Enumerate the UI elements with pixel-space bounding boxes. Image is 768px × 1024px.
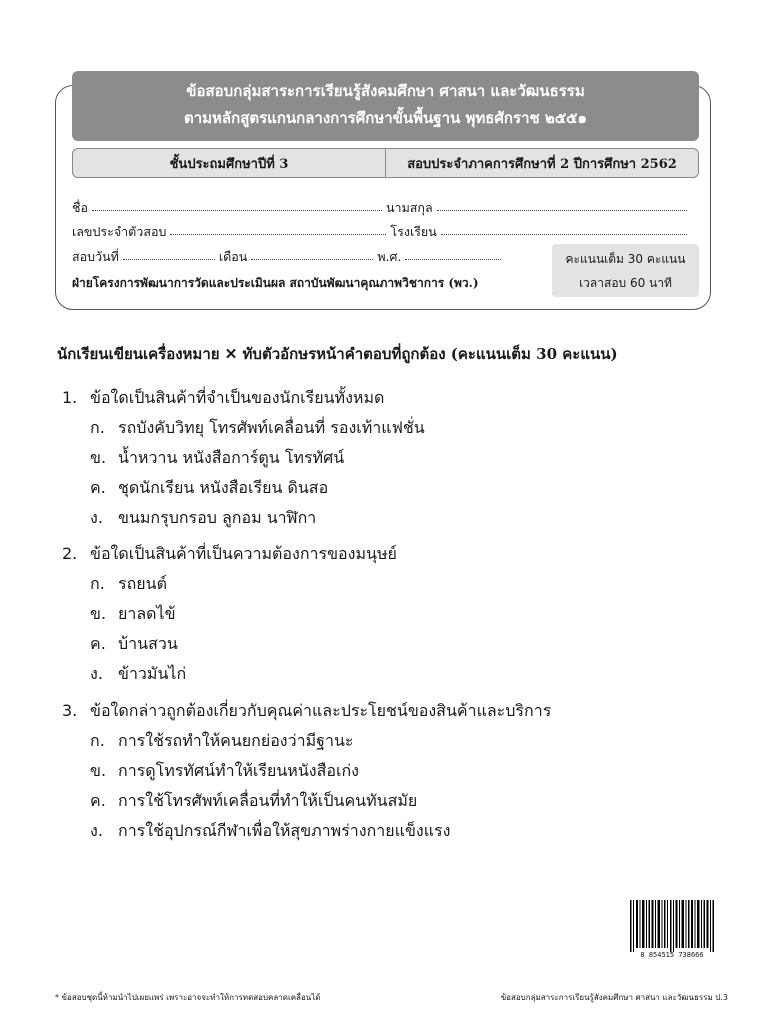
question-2 xyxy=(62,542,397,567)
choice-2b[interactable] xyxy=(90,602,176,627)
choice-letter: ก. xyxy=(90,418,105,437)
full-score-label: คะแนนเต็ม 30 คะแนน xyxy=(565,252,686,266)
question-number: 3. xyxy=(62,701,78,720)
choice-letter: ข. xyxy=(90,604,107,623)
organization-label: ฝ่ายโครงการพัฒนาการวัดและประเมินผล สถาบันพัฒนาคุณภาพวิชาการ (พว.) xyxy=(72,276,479,290)
choice-letter: ข. xyxy=(90,448,107,467)
seat-row xyxy=(72,222,691,242)
choice-text: ยาลดไข้ xyxy=(118,604,176,623)
grade-label: ชั้นประถมศึกษาปีที่ 3 xyxy=(169,156,289,172)
duration-label: เวลาสอบ 60 นาที xyxy=(579,276,672,290)
question-text: ข้อใดเป็นสินค้าที่เป็นความต้องการของมนุษย์ xyxy=(90,544,397,563)
choice-text: การดูโทรทัศน์ทำให้เรียนหนังสือเก่ง xyxy=(118,761,359,780)
date-row xyxy=(72,247,505,267)
choice-text: การใช้โทรศัพท์เคลื่อนที่ทำให้เป็นคนทันสมัย xyxy=(118,791,418,810)
school-field[interactable] xyxy=(441,222,687,235)
name-label: ชื่อ xyxy=(72,200,88,215)
choice-3c[interactable] xyxy=(90,789,417,814)
choice-3a[interactable] xyxy=(90,729,353,754)
choice-text: ขนมกรุบกรอบ ลูกอม นาฬิกา xyxy=(118,508,317,527)
instruction-text: นักเรียนเขียนเครื่องหมาย ✕ ทับตัวอักษรหน้าคำตอบที่ถูกต้อง (คะแนนเต็ม 30 คะแนน) xyxy=(57,345,618,363)
choice-1a[interactable] xyxy=(90,416,425,441)
choice-text: รถบังคับวิทยุ โทรศัพท์เคลื่อนที่ รองเท้าแฟชั่น xyxy=(118,418,425,437)
seat-number-field[interactable] xyxy=(170,222,386,235)
exam-info-bar xyxy=(72,148,699,178)
choice-letter: ง. xyxy=(90,508,103,527)
choice-letter: ข. xyxy=(90,761,107,780)
barcode xyxy=(628,900,716,952)
choice-2a[interactable] xyxy=(90,572,167,597)
choice-text: ข้าวมันไก่ xyxy=(118,664,187,683)
choice-letter: ค. xyxy=(90,791,106,810)
choice-text: บ้านสวน xyxy=(118,634,178,653)
choice-letter: ค. xyxy=(90,634,106,653)
question-number: 2. xyxy=(62,544,78,563)
score-box xyxy=(552,244,699,297)
date-field[interactable] xyxy=(123,247,215,260)
choice-2c[interactable] xyxy=(90,632,178,657)
name-field[interactable] xyxy=(92,198,382,211)
school-label: โรงเรียน xyxy=(390,224,437,239)
choice-letter: ค. xyxy=(90,478,106,497)
choice-text: การใช้รถทำให้คนยกย่องว่ามีฐานะ xyxy=(118,731,354,750)
choice-1d[interactable] xyxy=(90,506,316,531)
choice-text: น้ำหวาน หนังสือการ์ตูน โทรทัศน์ xyxy=(118,448,345,467)
year-label: พ.ศ. xyxy=(377,249,402,264)
title-banner xyxy=(72,71,699,141)
choice-text: ชุดนักเรียน หนังสือเรียน ดินสอ xyxy=(118,478,329,497)
month-label: เดือน xyxy=(218,249,248,264)
question-text: ข้อใดเป็นสินค้าที่จำเป็นของนักเรียนทั้งหมด xyxy=(90,388,385,407)
footer-note: * ข้อสอบชุดนี้ห้ามนำไปเผยแพร่ เพราะอาจจะทำให้การทดสอบคลาดเคลื่อนได้ xyxy=(55,993,321,1002)
seat-label: เลขประจำตัวสอบ xyxy=(72,224,167,239)
choice-2d[interactable] xyxy=(90,662,186,687)
choice-letter: ง. xyxy=(90,664,103,683)
question-number: 1. xyxy=(62,388,78,407)
date-label: สอบวันที่ xyxy=(72,249,119,264)
choice-3b[interactable] xyxy=(90,759,359,784)
title-line-1: ข้อสอบกลุ่มสาระการเรียนรู้สังคมศึกษา ศาสนา และวัฒนธรรม xyxy=(186,82,585,100)
barcode-digits: 8 854515 738666 xyxy=(640,951,704,959)
month-field[interactable] xyxy=(251,247,373,260)
choice-text: รถยนต์ xyxy=(118,574,167,593)
surname-field[interactable] xyxy=(437,198,687,211)
choice-3d[interactable] xyxy=(90,819,450,844)
year-field[interactable] xyxy=(405,247,501,260)
choice-1b[interactable] xyxy=(90,446,344,471)
title-line-2: ตามหลักสูตรแกนกลางการศึกษาขั้นพื้นฐาน พุทธศักราช ๒๕๕๑ xyxy=(183,109,588,127)
name-row xyxy=(72,198,691,218)
choice-text: การใช้อุปกรณ์กีฬาเพื่อให้สุขภาพร่างกายแข็งแรง xyxy=(118,821,451,840)
question-1 xyxy=(62,386,384,411)
question-3 xyxy=(62,699,551,724)
question-text: ข้อใดกล่าวถูกต้องเกี่ยวกับคุณค่าและประโยชน์ของสินค้าและบริการ xyxy=(90,701,552,720)
footer-title: ข้อสอบกลุ่มสาระการเรียนรู้สังคมศึกษา ศาสนา และวัฒนธรรม ป.3 xyxy=(500,993,728,1002)
choice-letter: ก. xyxy=(90,731,105,750)
exam-term-label: สอบประจำภาคการศึกษาที่ 2 ปีการศึกษา 2562 xyxy=(407,156,677,172)
choice-letter: ก. xyxy=(90,574,105,593)
choice-1c[interactable] xyxy=(90,476,328,501)
choice-letter: ง. xyxy=(90,821,103,840)
surname-label: นามสกุล xyxy=(386,200,433,215)
